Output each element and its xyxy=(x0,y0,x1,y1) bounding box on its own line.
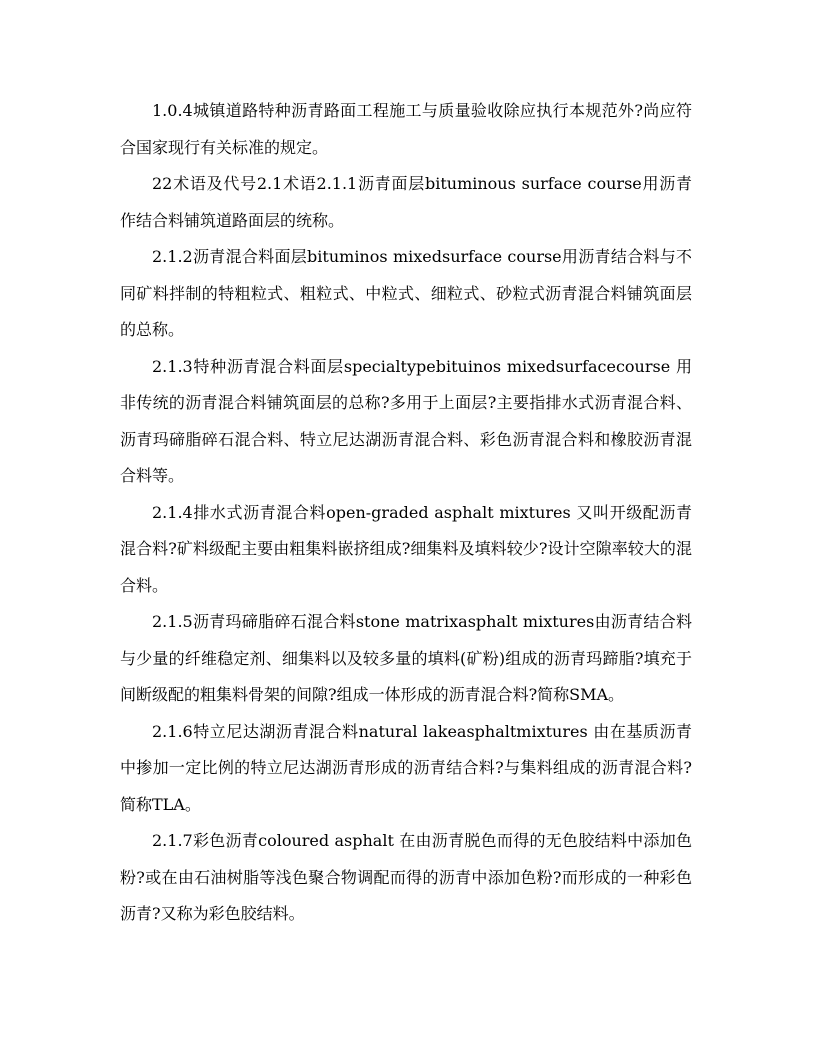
paragraph-2-1-2: 2.1.2沥青混合料面层bituminos mixedsurface course用沥青结合料与不同矿料拌制的特粗粒式、粗粒式、中粒式、细粒式、砂粒式沥青混合料铺筑面层的总称。 xyxy=(120,247,692,339)
paragraph-1-0-4: 1.0.4城镇道路特种沥青路面工程施工与质量验收除应执行本规范外?尚应符合国家现行有关标准的规定。 xyxy=(120,101,692,157)
paragraph-2-1-5: 2.1.5沥青玛碲脂碎石混合料stone matrixasphalt mixtures由沥青结合料与少量的纤维稳定剂、细集料以及较多量的填料(矿粉)组成的沥青玛蹄脂?填充于间断级配的粗集料骨架的间隙?组成一体形成的沥青混合料?简称SMA。 xyxy=(120,612,692,704)
paragraph-2-1-7: 2.1.7彩色沥青coloured asphalt 在由沥青脱色而得的无色胶结料中添加色粉?或在由石油树脂等浅色聚合物调配而得的沥青中添加色粉?而形成的一种彩色沥青?又称为彩色胶结料。 xyxy=(120,831,692,923)
document-body xyxy=(120,93,692,933)
paragraph-2-1-3: 2.1.3特种沥青混合料面层specialtypebituinos mixedsurfacecourse 用非传统的沥青混合料铺筑面层的总称?多用于上面层?主要指排水式沥青混合料、沥青玛碲脂碎石混合料、特立尼达湖沥青混合料、彩色沥青混合料和橡胶沥青混合料等。 xyxy=(120,356,692,485)
paragraph-2-1-6: 2.1.6特立尼达湖沥青混合料natural lakeasphaltmixtures 由在基质沥青中掺加一定比例的特立尼达湖沥青形成的沥青结合料?与集料组成的沥青混合料?简称TLA。 xyxy=(120,721,692,814)
paragraph-2-1-4: 2.1.4排水式沥青混合料open-graded asphalt mixtures 又叫开级配沥青混合料?矿料级配主要由粗集料嵌挤组成?细集料及填料较少?设计空隙率较大的混合料。 xyxy=(120,502,692,595)
paragraph-terms-intro: 22术语及代号2.1术语2.1.1沥青面层bituminous surface course用沥青作结合料铺筑道路面层的统称。 xyxy=(120,174,692,230)
